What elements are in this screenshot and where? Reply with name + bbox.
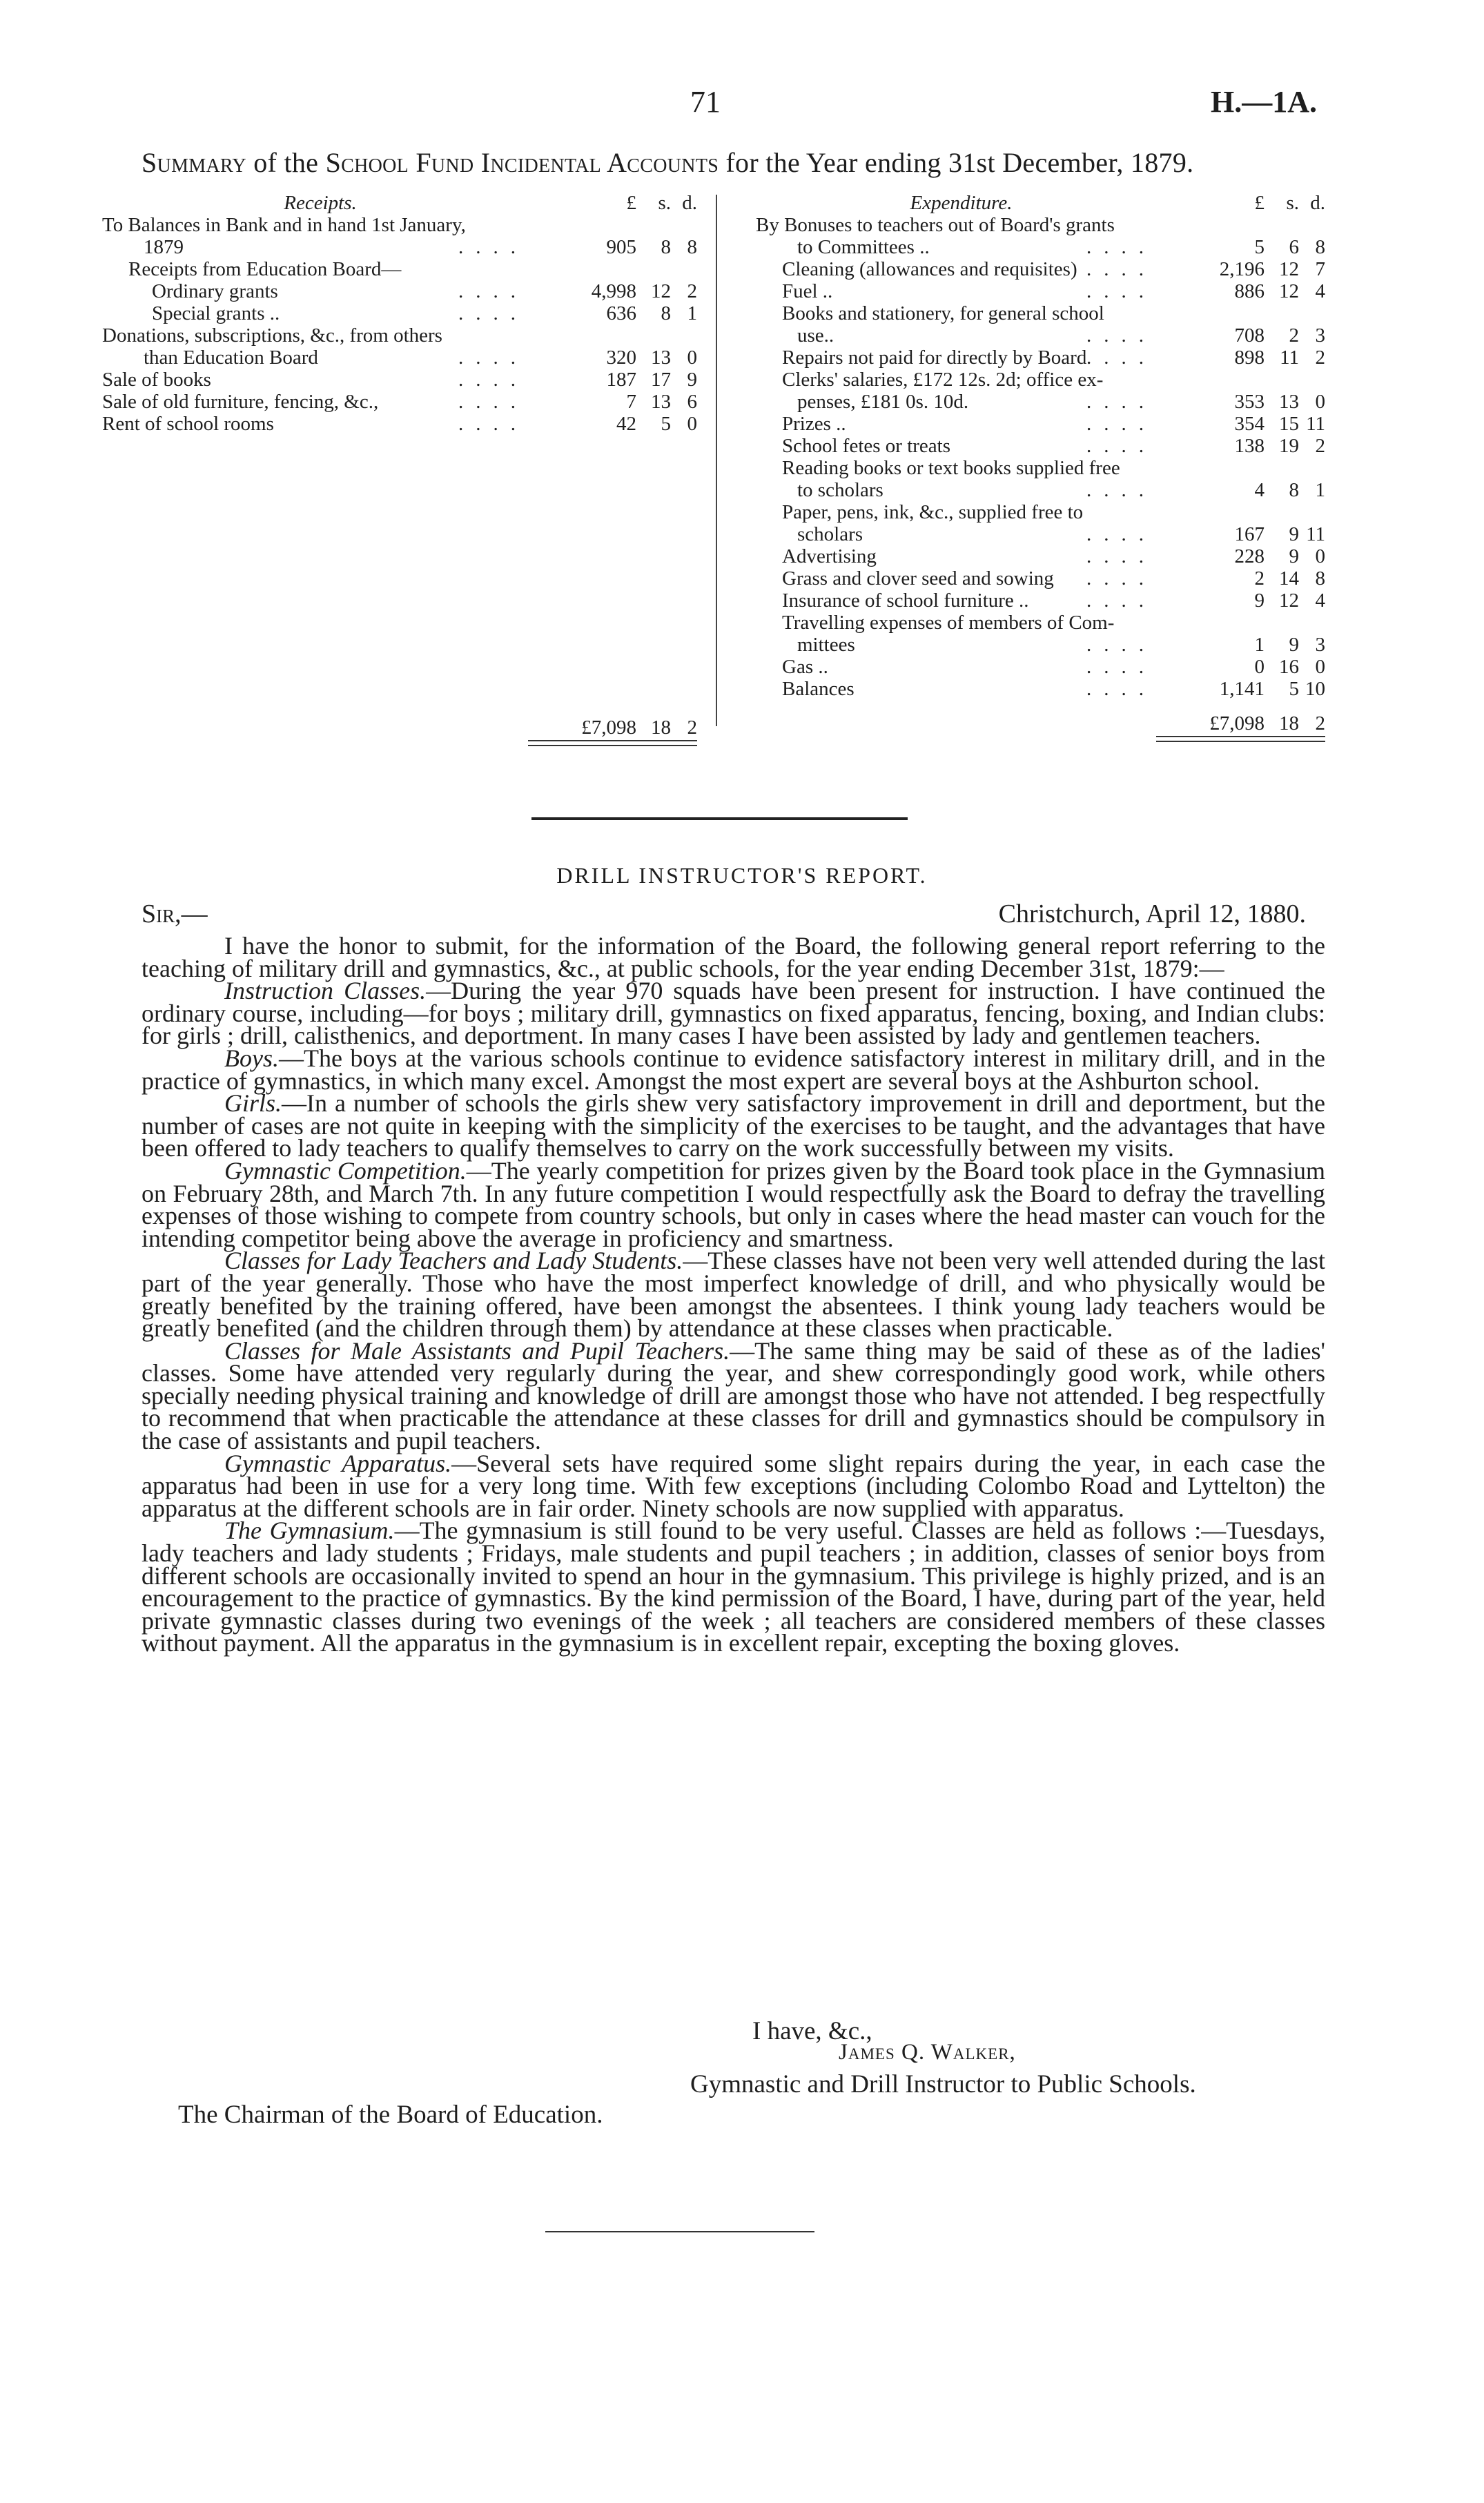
receipts-total-pounds: £7,098 <box>581 717 636 739</box>
place-date: Christchurch, April 12, 1880. <box>998 899 1306 928</box>
expenditure-pence: 3 <box>1315 324 1325 347</box>
receipts-amount <box>552 369 697 391</box>
receipts-line <box>102 280 697 302</box>
expenditure-pence: 3 <box>1315 634 1325 656</box>
expenditure-pence: 2 <box>1315 435 1325 457</box>
section-heading: Instruction Classes. <box>224 977 427 1005</box>
shillings-header: s. <box>658 192 671 214</box>
expenditure-line <box>756 369 1325 391</box>
expenditure-line <box>756 347 1325 369</box>
receipts-line <box>102 214 697 236</box>
expenditure-total-shillings: 18 <box>1279 712 1299 734</box>
expenditure-label: use.. <box>797 324 834 347</box>
section-heading: Boys. <box>224 1044 279 1072</box>
receipts-pounds: 187 <box>606 369 636 391</box>
expenditure-label: mittees <box>797 634 855 656</box>
expenditure-pounds: 886 <box>1234 280 1265 302</box>
expenditure-amount <box>1180 656 1325 678</box>
expenditure-label: to scholars <box>797 479 883 501</box>
report-paragraph <box>141 1449 1325 1522</box>
expenditure-amount <box>1180 413 1325 435</box>
expenditure-label: School fetes or treats <box>782 435 951 457</box>
expenditure-pounds: 898 <box>1234 347 1265 369</box>
leader-dots: .... <box>458 369 528 391</box>
expenditure-line <box>756 391 1325 413</box>
expenditure-pence: 4 <box>1315 280 1325 302</box>
expenditure-pence: 0 <box>1315 391 1325 413</box>
receipts-pounds: 320 <box>606 347 636 369</box>
section-divider <box>531 817 908 820</box>
receipts-label: Ordinary grants <box>152 280 278 302</box>
summary-title-suffix: for the Year ending 31st December, 1879. <box>725 147 1194 178</box>
leader-dots: .... <box>458 236 528 258</box>
section-heading: Gymnastic Competition. <box>224 1156 467 1185</box>
shillings-header: s. <box>1286 192 1299 214</box>
report-paragraph <box>141 1247 1325 1343</box>
receipts-shillings: 13 <box>651 347 671 369</box>
expenditure-shillings: 9 <box>1289 523 1299 545</box>
expenditure-label: Paper, pens, ink, &c., supplied free to <box>782 501 1084 523</box>
expenditure-shillings: 19 <box>1279 435 1299 457</box>
expenditure-pence: 11 <box>1306 413 1325 435</box>
pounds-header: £ <box>1254 192 1265 214</box>
receipts-label: Special grants .. <box>152 302 280 324</box>
expenditure-table <box>756 192 1325 746</box>
receipts-pence: 0 <box>687 347 697 369</box>
report-paragraph <box>141 1089 1325 1162</box>
expenditure-amount <box>1180 523 1325 545</box>
report-body <box>141 932 1326 1657</box>
expenditure-pence: 2 <box>1315 347 1325 369</box>
receipts-label: 1879 <box>144 236 184 258</box>
expenditure-amount <box>1180 567 1325 590</box>
expenditure-amount <box>1180 258 1325 280</box>
expenditure-pounds: 1 <box>1254 634 1265 656</box>
receipts-label: Sale of old furniture, fencing, &c., <box>102 391 379 413</box>
receipts-amount <box>552 280 697 302</box>
receipts-pence: 0 <box>687 413 697 435</box>
receipts-amount <box>552 302 697 324</box>
expenditure-pounds: 708 <box>1234 324 1265 347</box>
expenditure-pence: 4 <box>1315 590 1325 612</box>
expenditure-pounds: 4 <box>1254 479 1265 501</box>
expenditure-label: Books and stationery, for general school <box>782 302 1104 324</box>
expenditure-line <box>756 302 1325 324</box>
expenditure-total <box>1180 712 1325 734</box>
expenditure-pounds: 5 <box>1254 236 1265 258</box>
receipts-pence: 6 <box>687 391 697 413</box>
expenditure-line <box>756 634 1325 656</box>
receipts-label: Donations, subscriptions, &c., from others <box>102 324 442 347</box>
expenditure-amount <box>1180 236 1325 258</box>
expenditure-pence: 0 <box>1315 656 1325 678</box>
expenditure-total-pounds: £7,098 <box>1209 712 1265 734</box>
expenditure-label: Repairs not paid for directly by Board <box>782 347 1087 369</box>
receipts-pence: 8 <box>687 236 697 258</box>
receipts-pounds: 42 <box>616 413 636 435</box>
expenditure-line <box>756 214 1325 236</box>
section-heading: Gymnastic Apparatus. <box>224 1449 452 1477</box>
receipts-shillings: 12 <box>651 280 671 302</box>
end-rule <box>545 2231 814 2232</box>
receipts-pence: 1 <box>687 302 697 324</box>
report-paragraph <box>141 1156 1325 1252</box>
leader-dots: .... <box>1086 545 1156 567</box>
expenditure-pence: 7 <box>1315 258 1325 280</box>
receipts-pounds: 636 <box>606 302 636 324</box>
expenditure-line <box>756 523 1325 545</box>
report-paragraph <box>141 1519 1325 1655</box>
expenditure-label: to Committees .. <box>797 236 930 258</box>
receipts-shillings: 13 <box>651 391 671 413</box>
section-text: —These classes have not been very well attended during the last part of the year generally. Those who have the most imperfect knowledge of drill, and who physically would be greatly benefited by the training offered, have been amongst the absentees. I think young lady teachers would be greatly benefited (and the children through them) by attendance at these classes when practicable. <box>141 1247 1325 1343</box>
expenditure-pounds: 167 <box>1234 523 1265 545</box>
leader-dots: .... <box>1086 324 1156 347</box>
expenditure-line <box>756 612 1325 634</box>
expenditure-shillings: 12 <box>1279 590 1299 612</box>
receipts-pounds: 7 <box>626 391 636 413</box>
expenditure-total-row <box>756 712 1325 736</box>
receipts-pounds: 4,998 <box>591 280 636 302</box>
expenditure-shillings: 2 <box>1289 324 1299 347</box>
receipts-line <box>102 258 697 280</box>
expenditure-shillings: 9 <box>1289 634 1299 656</box>
expenditure-pence: 8 <box>1315 236 1325 258</box>
signatory-title: Gymnastic and Drill Instructor to Public Schools. <box>690 2070 1196 2098</box>
receipts-line <box>102 347 697 369</box>
section-heading: The Gymnasium. <box>224 1517 395 1545</box>
expenditure-pounds: 2,196 <box>1219 258 1265 280</box>
expenditure-label: Balances <box>782 678 855 700</box>
expenditure-line <box>756 324 1325 347</box>
expenditure-line <box>756 678 1325 700</box>
expenditure-label: Grass and clover seed and sowing <box>782 567 1054 590</box>
receipts-line <box>102 391 697 413</box>
expenditure-amount <box>1180 545 1325 567</box>
expenditure-line <box>756 258 1325 280</box>
expenditure-shillings: 11 <box>1280 347 1299 369</box>
summary-title-prefix: Summary <box>141 147 246 178</box>
signatory: James Q. Walker, <box>839 2040 1016 2065</box>
receipts-total-shillings: 18 <box>651 717 671 739</box>
receipts-line <box>102 369 697 391</box>
expenditure-amount <box>1180 391 1325 413</box>
ledger-divider <box>716 195 717 726</box>
expenditure-total-pence: 2 <box>1315 712 1325 734</box>
expenditure-line <box>756 567 1325 590</box>
expenditure-label: Prizes .. <box>782 413 846 435</box>
receipts-total-row <box>102 717 697 740</box>
expenditure-pounds: 228 <box>1234 545 1265 567</box>
receipts-total-underline <box>528 740 697 746</box>
expenditure-heading: Expenditure. <box>910 192 1013 214</box>
receipts-amount <box>552 413 697 435</box>
expenditure-total-underline <box>1156 736 1325 742</box>
expenditure-pounds: 138 <box>1234 435 1265 457</box>
receipts-table <box>102 192 697 750</box>
expenditure-pence: 1 <box>1315 479 1325 501</box>
receipts-amount <box>552 236 697 258</box>
receipts-shillings: 8 <box>661 302 671 324</box>
expenditure-label: Cleaning (allowances and requisites) <box>782 258 1077 280</box>
expenditure-pence: 10 <box>1305 678 1325 700</box>
summary-title <box>141 146 1349 179</box>
expenditure-pounds: 9 <box>1254 590 1265 612</box>
section-text: —The boys at the various schools continue to evidence satisfactory interest in military drill, and in the practice of gymnastics, in which many excel. Amongst the most expert are several boys at the Ashburton school. <box>141 1044 1325 1095</box>
expenditure-amount <box>1180 435 1325 457</box>
report-paragraph <box>141 1044 1325 1095</box>
expenditure-pence: 11 <box>1306 523 1325 545</box>
leader-dots: .... <box>1086 634 1156 656</box>
receipts-line <box>102 324 697 347</box>
expenditure-pounds: 354 <box>1234 413 1265 435</box>
section-text: —During the year 970 squads have been present for instruction. I have continued the ordinary course, including—for boys ; military drill, gymnastics on fixed apparatus, fencing, boxing, and Indian clubs: for girls ; drill, calisthenics, and deportment. In many cases I have been assisted by lady and gentlemen teachers. <box>141 977 1326 1050</box>
expenditure-amount <box>1180 347 1325 369</box>
expenditure-shillings: 16 <box>1279 656 1299 678</box>
expenditure-line <box>756 501 1325 523</box>
receipts-currency-header <box>552 192 697 214</box>
leader-dots: .... <box>1086 523 1156 545</box>
leader-dots: .... <box>458 280 528 302</box>
expenditure-pence: 0 <box>1315 545 1325 567</box>
expenditure-amount <box>1180 280 1325 302</box>
report-intro: I have the honor to submit, for the information of the Board, the following general report referring to the teaching of military drill and gymnastics, &c., at public schools, for the year ending December 31st, 1879:— <box>141 932 1325 982</box>
receipts-label: Sale of books <box>102 369 211 391</box>
receipts-label: Rent of school rooms <box>102 413 274 435</box>
document-reference: H.—1A. <box>1211 85 1317 119</box>
leader-dots: .... <box>1086 435 1156 457</box>
salutation: Sir,— <box>141 899 208 928</box>
expenditure-line <box>756 590 1325 612</box>
leader-dots: .... <box>458 413 528 435</box>
expenditure-line <box>756 457 1325 479</box>
expenditure-shillings: 14 <box>1279 567 1299 590</box>
leader-dots: .... <box>1086 347 1156 369</box>
expenditure-header <box>756 192 1325 214</box>
leader-dots: .... <box>1086 590 1156 612</box>
expenditure-amount <box>1180 479 1325 501</box>
pence-header: d. <box>1310 192 1325 214</box>
leader-dots: .... <box>1086 258 1156 280</box>
expenditure-line <box>756 545 1325 567</box>
leader-dots: .... <box>458 302 528 324</box>
receipts-heading: Receipts. <box>284 192 357 214</box>
leader-dots: .... <box>1086 678 1156 700</box>
report-paragraph <box>141 1336 1325 1455</box>
expenditure-label: penses, £181 0s. 10d. <box>797 391 969 413</box>
expenditure-line <box>756 236 1325 258</box>
expenditure-line <box>756 656 1325 678</box>
expenditure-label: Advertising <box>782 545 877 567</box>
receipts-amount <box>552 347 697 369</box>
closing: I have, &c., <box>752 2017 872 2045</box>
summary-title-accounts: School Fund Incidental Accounts <box>325 147 719 178</box>
expenditure-shillings: 12 <box>1279 280 1299 302</box>
section-heading: Classes for Lady Teachers and Lady Students. <box>224 1247 683 1275</box>
expenditure-line <box>756 413 1325 435</box>
expenditure-label: scholars <box>797 523 863 545</box>
expenditure-label: Insurance of school furniture .. <box>782 590 1029 612</box>
expenditure-shillings: 6 <box>1289 236 1299 258</box>
leader-dots: .... <box>1086 656 1156 678</box>
section-text: —In a number of schools the girls shew very satisfactory improvement in drill and deportment, but the number of cases are not quite in keeping with the simplicity of the exercises to be taught, and the advantages that have been offered to lady teachers to qualify themselves to carry on the work successfully between my visits. <box>141 1089 1325 1162</box>
section-text: —The same thing may be said of these as of the ladies' classes. Some have attended very regularly during the year, and shew correspondingly good work, while others specially needing physical training and knowledge of drill are amongst those who have not attended. I beg respectfully to recommend that when practicable the attendance at these classes for drill and gymnastics should be compulsory in the case of assistants and pupil teachers. <box>141 1336 1325 1455</box>
expenditure-pounds: 353 <box>1234 391 1265 413</box>
expenditure-label: Reading books or text books supplied free <box>782 457 1120 479</box>
receipts-pounds: 905 <box>606 236 636 258</box>
receipts-line <box>102 302 697 324</box>
expenditure-label: Gas .. <box>782 656 828 678</box>
expenditure-label: Travelling expenses of members of Com- <box>782 612 1115 634</box>
receipts-pence: 9 <box>687 369 697 391</box>
leader-dots: .... <box>1086 567 1156 590</box>
leader-dots: .... <box>1086 280 1156 302</box>
receipts-shillings: 17 <box>651 369 671 391</box>
leader-dots: .... <box>458 391 528 413</box>
receipts-total-pence: 2 <box>687 717 697 739</box>
leader-dots: .... <box>1086 236 1156 258</box>
leader-dots: .... <box>1086 391 1156 413</box>
receipts-total <box>552 717 697 739</box>
receipts-shillings: 8 <box>661 236 671 258</box>
expenditure-currency-header <box>1180 192 1325 214</box>
receipts-label: Receipts from Education Board— <box>128 258 402 280</box>
expenditure-label: Clerks' salaries, £172 12s. 2d; office ex- <box>782 369 1104 391</box>
expenditure-shillings: 9 <box>1289 545 1299 567</box>
receipts-line <box>102 236 697 258</box>
expenditure-pounds: 1,141 <box>1219 678 1265 700</box>
section-heading: Girls. <box>224 1089 282 1118</box>
receipts-amount <box>552 391 697 413</box>
expenditure-shillings: 13 <box>1279 391 1299 413</box>
section-text: —The gymnasium is still found to be very useful. Classes are held as follows :—Tuesdays, lady teachers and lady students ; Fridays, male students and pupil teachers ; in addition, classes of senior boys from different schools are occasionally invited to spend an hour in the gymnasium. This privilege is highly prized, and is an encouragement to the practice of gymnastics. By the kind permission of the Board, I have, during part of the year, held private gymnastic classes during two evenings of the week ; all teachers are considered members of these classes without payment. All the apparatus in the gymnasium is in excellent repair, excepting the boxing gloves. <box>141 1517 1326 1657</box>
expenditure-pounds: 0 <box>1254 656 1265 678</box>
expenditure-line <box>756 280 1325 302</box>
expenditure-amount <box>1180 634 1325 656</box>
receipts-header <box>102 192 697 214</box>
expenditure-label: Fuel .. <box>782 280 833 302</box>
pence-header: d. <box>682 192 697 214</box>
expenditure-pounds: 2 <box>1254 567 1265 590</box>
leader-dots: .... <box>1086 479 1156 501</box>
expenditure-shillings: 5 <box>1289 678 1299 700</box>
section-text: —The yearly competition for prizes given by the Board took place in the Gymnasium on February 28th, and March 7th. In any future competition I would respectfully ask the Board to defray the travelling expenses of those wishing to compete from country schools, but only in cases where the head master can vouch for the intending competitor being above the average in proficiency and smartness. <box>141 1156 1325 1252</box>
receipts-pence: 2 <box>687 280 697 302</box>
section-heading: Classes for Male Assistants and Pupil Teachers. <box>224 1336 730 1365</box>
expenditure-line <box>756 479 1325 501</box>
expenditure-shillings: 12 <box>1279 258 1299 280</box>
expenditure-shillings: 8 <box>1289 479 1299 501</box>
section-text: —Several sets have required some slight repairs during the year, in each case the apparatus had been in use for a very long time. With few exceptions (including Colombo Road and Lyttelton) the apparatus at the different schools are in fair order. Ninety schools are now supplied with apparatus. <box>141 1449 1325 1522</box>
expenditure-line <box>756 435 1325 457</box>
addressee: The Chairman of the Board of Education. <box>178 2101 603 2129</box>
receipts-label: To Balances in Bank and in hand 1st January, <box>102 214 466 236</box>
expenditure-pence: 8 <box>1315 567 1325 590</box>
leader-dots: .... <box>458 347 528 369</box>
expenditure-shillings: 15 <box>1279 413 1299 435</box>
expenditure-amount <box>1180 590 1325 612</box>
summary-title-of-the: of the <box>253 147 319 178</box>
expenditure-amount <box>1180 324 1325 347</box>
report-paragraph <box>141 977 1326 1050</box>
pounds-header: £ <box>626 192 636 214</box>
leader-dots: .... <box>1086 413 1156 435</box>
receipts-label: than Education Board <box>144 347 318 369</box>
report-title: DRILL INSTRUCTOR'S REPORT. <box>556 863 928 888</box>
receipts-shillings: 5 <box>661 413 671 435</box>
expenditure-label: By Bonuses to teachers out of Board's grants <box>756 214 1115 236</box>
page-number: 71 <box>690 85 721 119</box>
expenditure-amount <box>1180 678 1325 700</box>
receipts-line <box>102 413 697 435</box>
